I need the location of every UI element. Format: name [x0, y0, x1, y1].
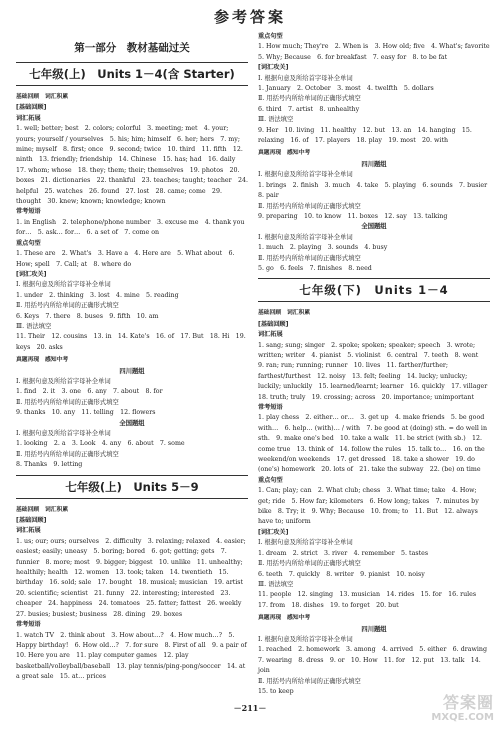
section-tag: 基础回顾 词汇积累	[16, 94, 69, 100]
answer-line: Ⅱ. 用括号内所给单词的正确形式填空	[258, 677, 361, 685]
subsection-heading: 词汇拓展	[258, 331, 283, 339]
answer-line: Ⅰ. 根据句意及所给首字母补全单词	[258, 539, 353, 547]
subsection-heading: 词汇拓展	[16, 527, 41, 535]
section-tag: 真题再现 感知中考	[258, 150, 311, 157]
page-number: －211－	[233, 703, 267, 713]
answer-line: 1. under 2. thinking 3. lost 4. mine 5. reading	[16, 291, 179, 299]
subsection-heading: [词汇攻关]	[258, 64, 289, 72]
answer-line: Ⅲ. 语法填空	[16, 322, 52, 330]
subsection-heading: [基础回顾]	[258, 320, 289, 328]
answer-line: Ⅰ. 根据句意及所给首字母补全单词	[258, 233, 353, 241]
subsection-heading: 常考短语	[16, 208, 41, 216]
answer-line: 8. Thanks 9. letting	[16, 461, 83, 469]
answer-line: 1. in English 2. telephone/phone number 3. excuse me 4. thank you for… 5. ask… for… 6. a set of 7. come on	[16, 218, 245, 237]
subsection-heading: 重点句型	[258, 476, 283, 484]
answer-line: 1. These are 2. What's 3. Have a 4. Here are 5. What about 6. How; spell 7. Call; at 8. where do	[16, 250, 235, 268]
answer-line: Ⅱ. 用括号内所给单词的正确形式填空	[16, 450, 119, 458]
left-column	[16, 32, 253, 683]
answer-line: 1. find 2. it 3. one 6. any 7. about 8. for	[16, 388, 163, 396]
subsection-heading: [基础回顾]	[16, 104, 47, 112]
answer-line: 5. go 6. feels 7. finishes 8. need	[258, 264, 372, 272]
answer-line: Ⅱ. 用括号内所给单词的正确形式填空	[16, 398, 119, 406]
answer-line: 1. us; our; ours; ourselves 2. difficulty 3. relaxing; relaxed 4. easier; easiest; easily; uneasy 5. boring; bored 6. got; getting; gets 7. funnier 8. more; most 9. bigger; biggest 10. unlike 11. unhealthy; healthily; health 12. women 13. took; taken 14. twentieth 15. birthday 16. sold; sale 17. bought 18. musical; musician 19. artist 20. scientific; scientist 21. funny 22. interesting; interested 23. cheaper 24. happiness 24. tomatoes 25. fatter; fattest 26. weekly 27. busies; busiest; business 28. dining 29. boxes	[16, 537, 250, 618]
answer-line: 1. January 2. October 3. most 4. twelfth 5. dollars	[258, 85, 434, 93]
answer-line: 1. brings 2. finish 3. much 4. take 5. playing 6. sounds 7. busier 8. pair	[258, 181, 494, 200]
answer-line: Ⅰ. 根据句意及所给首字母补全单词	[16, 377, 111, 385]
answer-line: 11. Their 12. cousins 13. in 14. Kate's 16. of 17. But 18. Hi 19. keys 20. asks	[16, 333, 246, 351]
watermark-bottom: MXQE.COM	[431, 712, 494, 723]
answer-line: Ⅱ. 用括号内所给单词的正确形式填空	[258, 95, 361, 103]
answer-line: 9. preparing 10. to know 11. boxes 12. say 13. talking	[258, 212, 448, 220]
answer-line: 1. play chess 2. either… or… 3. get up 4. make friends 5. be good with… 6. help… (with)… / with 7. be good at (doing) sth. = do well in sth. 9. make one's bed 10. take a walk 11. be strict (with sb.) 12. come true 13. think of 14. follow the rules 15. talk to… 16. on the weekend/on weekends 17. get dressed 18. take a shower 19. do (one's) homework 20. lots of 21. take the subway 22. (be) on time	[258, 414, 488, 474]
watermark-logo	[402, 694, 494, 732]
answer-line: 1. sang; sung; singer 2. spoke; spoken; speaker; speech 3. wrote; written; writer 4. pianist 5. violinist 6. central 7. teeth 8. went 9. ran; run; running; runner 10. lives 11. farther/further; farthest/furthest 12. noisy 13. felt; feeling 14. lucky; unlucky; luckily; unluckily 15. learned/learnt; learner 16. quickly 17. villager 18. truth; truly 19. crossing; across 20. importance; unimportant	[258, 341, 494, 401]
part-heading: 第一部分 教材基础过关	[74, 42, 190, 54]
grade-heading: 七年级(上) Units 1－4(含 Starter)	[16, 62, 248, 86]
answer-line: Ⅲ. 语法填空	[258, 116, 294, 124]
answer-line: 1. watch TV 2. think about 3. How about…? 4. How much…? 5. Happy birthday! 6. How old…? 7. for sure 8. First of all 9. a pair of 10. Here you are 11. play computer games 12. play basketball/volleyball/baseball 13. play tennis/ping-pong/soccer 14. at a great sale 15. at… prices	[16, 631, 253, 681]
section-tag: 基础回顾 词汇积累	[16, 506, 69, 513]
right-column	[258, 32, 496, 697]
answer-line: 1. looking 2. a 3. Look 4. any 6. about 7. some	[16, 440, 185, 448]
answer-line: Ⅱ. 用括号内所给单词的正确形式填空	[16, 302, 119, 310]
answer-line: Ⅰ. 根据句意及所给首字母补全单词	[258, 635, 353, 643]
answer-line: 11. people 12. singing 13. musician 14. rides 15. for 16. rules 17. from 18. dishes 19. to forget 20. but	[258, 591, 483, 609]
answer-line: Ⅰ. 根据句意及所给首字母补全单词	[16, 281, 111, 289]
answer-line: 9. thanks 10. any 11. telling 12. flowers	[16, 409, 156, 417]
group-heading: 四川题组	[361, 625, 387, 633]
subsection-heading: 词汇拓展	[16, 114, 41, 122]
answer-line: Ⅲ. 语法填空	[258, 580, 294, 588]
section-tag: 真题再现 感知中考	[16, 357, 69, 364]
watermark-top: 答案圈	[442, 693, 494, 712]
answer-line: 1. reached 2. homework 3. among 4. arrived 5. either 6. drawing 7. wearing 8. dress 9. or 10. How 11. for 12. put 13. talk 14. join	[258, 646, 494, 675]
subsection-heading: [词汇攻关]	[16, 270, 47, 278]
answer-line: 1. dream 2. strict 3. river 4. remember 5. tastes	[258, 549, 429, 557]
grade-heading: 七年级(上) Units 5－9	[16, 475, 248, 499]
subsection-heading: 重点句型	[258, 33, 283, 40]
answer-line: 6. Keys 7. there 8. buses 9. fifth 10. am	[16, 312, 159, 320]
answer-line: Ⅱ. 用括号内所给单词的正确形式填空	[258, 202, 361, 210]
group-heading: 全国题组	[361, 223, 387, 231]
section-tag: 真题再现 感知中考	[258, 615, 311, 622]
answer-line: Ⅰ. 根据句意及所给首字母补全单词	[16, 430, 111, 437]
page-title: 参考答案	[213, 8, 286, 26]
section-tag: 基础回顾 词汇积累	[258, 310, 311, 317]
answer-line: Ⅰ. 根据句意及所给首字母补全单词	[258, 171, 353, 179]
answer-line: 1. well; better; best 2. colors; colorful 3. meeting; met 4. your; yours; yourself / yourselves 5. his; him; himself 6. her; hers 7. my; mine; myself 8. first; once 9. second; twice 10. third 11. fifth 12. ninth 13. friendly; friendship 14. Chinese 15. has; had 16. daily 17. whom; whose 18. they; them; their; themselves 19. photos 20. boxes 21. dictionaries 22. thankful 23. teaches; taught; teacher 24. helpful 25. watches 26. found 27. lost 28. came; come 29. thought 30. knew; known; knowledge; known	[16, 125, 248, 206]
answer-line: 6. third 7. artist 8. unhealthy	[258, 105, 360, 113]
subsection-heading: [基础回顾]	[16, 517, 47, 525]
grade-heading: 七年级(下) Units 1－4	[258, 278, 490, 302]
answer-line: 1. How much; They're 2. When is 3. How old; five 4. What's; favorite 5. Why; Because 6. for breakfast 7. easy for 8. to be fat	[258, 43, 496, 61]
group-heading: 全国题组	[119, 419, 145, 427]
answer-line: 6. teeth 7. quickly 8. writer 9. pianist 10. noisy	[258, 570, 425, 578]
subsection-heading: [词汇攻关]	[258, 528, 289, 536]
answer-line: 1. much 2. playing 3. sounds 4. busy	[258, 244, 388, 252]
answer-line: Ⅱ. 用括号内所给单词的正确形式填空	[258, 560, 361, 568]
answer-line: 9. Her 10. living 11. healthy 12. but 13. an 14. hanging 15. relaxing 16. of 17. players 18. play 19. most 20. with	[258, 126, 472, 145]
answer-line: Ⅱ. 用括号内所给单词的正确形式填空	[258, 254, 361, 262]
group-heading: 四川题组	[361, 160, 387, 168]
subsection-heading: 常考短语	[258, 404, 283, 411]
subsection-heading: 重点句型	[16, 239, 41, 247]
answer-line: Ⅰ. 根据句意及所给首字母补全单词	[258, 74, 353, 82]
group-heading: 四川题组	[119, 367, 145, 375]
answer-line: 1. Can; play; can 2. What club; chess 3. What time; take 4. How; get; ride 5. How far; kilometers 6. How long; takes 7. minutes by bike 8. Try; it 9. Why; Because 10. from; to 11. But 12. always have to; uniform	[258, 487, 479, 526]
answer-line: 15. to keep	[258, 687, 294, 695]
subsection-heading: 常考短语	[16, 621, 41, 629]
